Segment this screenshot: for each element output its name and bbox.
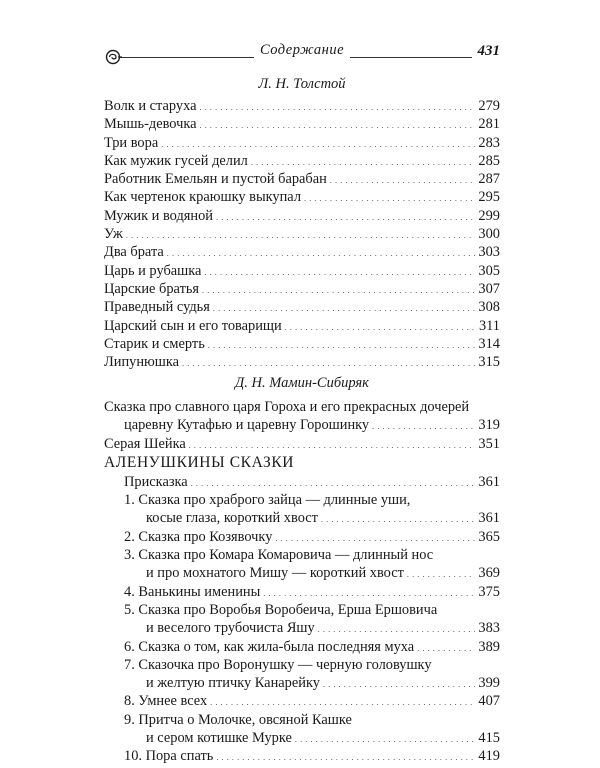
toc-entry — [104, 298, 500, 316]
toc-entry — [104, 280, 500, 298]
dot-leader — [323, 674, 475, 694]
dot-leader — [330, 170, 476, 190]
toc-entry — [104, 115, 500, 133]
dot-leader — [251, 152, 476, 172]
toc-entry — [104, 416, 500, 434]
toc-entry — [104, 207, 500, 225]
toc-entry-title: и веселого трубочиста Яшу — [146, 620, 315, 637]
toc-entry-page: 351 — [478, 435, 500, 452]
dot-leader — [167, 243, 476, 263]
toc-entry-title: Старик и смерть — [104, 335, 205, 352]
dot-leader — [275, 528, 475, 548]
dot-leader — [407, 564, 476, 584]
toc-entry — [104, 134, 500, 152]
toc-entry-line: 3. Сказка про Комара Комаровича — длинный нос — [124, 547, 434, 564]
toc-entry — [104, 674, 500, 692]
toc-entry-title: Царский сын и его товарищи — [104, 317, 282, 334]
toc-entry-page: 287 — [478, 171, 500, 188]
dot-leader — [208, 335, 476, 355]
dot-leader — [200, 97, 476, 117]
toc-entry-title: 4. Ванькины именины — [124, 583, 261, 600]
toc-entry-page: 383 — [478, 620, 500, 637]
toc-entry — [104, 747, 500, 765]
toc-entry — [104, 225, 500, 243]
toc-entry-page: 279 — [478, 98, 500, 114]
toc-entry-line: 1. Сказка про храброго зайца — длинные уши, — [124, 492, 411, 509]
toc-entry — [104, 170, 500, 188]
toc-entry-title: и сером котишке Мурке — [146, 730, 292, 747]
dot-leader — [304, 188, 475, 208]
toc-entry-page: 361 — [478, 510, 500, 527]
toc-entry — [104, 97, 500, 115]
toc-entry — [104, 729, 500, 747]
toc-entry-page: 314 — [478, 335, 500, 352]
toc-entry-title: 2. Сказка про Козявочку — [124, 528, 273, 545]
section-title: АЛЕНУШКИНЫ СКАЗКИ — [104, 453, 295, 471]
author-mamin: Д. Н. Мамин-Сибиряк — [235, 375, 369, 391]
toc-entry-title: Работник Емельян и пустой барабан — [104, 171, 327, 188]
toc-entry-page: 399 — [478, 675, 500, 692]
toc-entry-title: 6. Сказка о том, как жила-была последняя муха — [124, 638, 415, 655]
toc-entry-page: 295 — [478, 189, 500, 206]
toc-entry-line: Сказка про славного царя Гороха и его прекрасных дочерей — [104, 399, 470, 415]
toc-mamin — [104, 398, 500, 766]
page-number: 431 — [472, 43, 501, 60]
toc-entry-page: 365 — [478, 528, 500, 545]
toc-entry-page: 283 — [478, 134, 500, 151]
toc-entry — [104, 638, 500, 656]
toc-entry-page: 305 — [478, 262, 500, 279]
dot-leader — [417, 638, 475, 658]
toc-entry-title: Мышь-девочка — [104, 116, 197, 133]
toc-entry-line: 5. Сказка про Воробья Воробеича, Ерша Ершовича — [124, 601, 438, 618]
toc-entry-page: 300 — [478, 226, 500, 243]
toc-entry-page: 299 — [478, 207, 500, 224]
toc-entry-page: 361 — [478, 473, 500, 490]
toc-entry-title: 10. Пора спать — [124, 748, 214, 765]
toc-entry-page: 303 — [478, 244, 500, 261]
toc-entry — [104, 152, 500, 170]
toc-entry — [104, 317, 500, 335]
toc-entry-page: 389 — [478, 638, 500, 655]
toc-entry-title: Два брата — [104, 244, 164, 261]
toc-entry — [104, 528, 500, 546]
running-header — [104, 44, 500, 68]
toc-entry-page: 285 — [478, 152, 500, 169]
toc-entry-page: 375 — [478, 583, 500, 600]
dot-leader — [182, 353, 475, 373]
toc-entry-page: 281 — [478, 116, 500, 133]
toc-entry-title: Мужик и водяной — [104, 207, 213, 224]
dot-leader — [126, 225, 476, 245]
toc-entry-page: 308 — [478, 299, 500, 316]
dot-leader — [216, 207, 475, 227]
dot-leader — [216, 747, 475, 767]
toc-entry — [104, 509, 500, 527]
toc-entry — [104, 435, 500, 453]
toc-entry-page: 369 — [478, 565, 500, 582]
dot-leader — [372, 416, 475, 436]
toc-entry — [104, 564, 500, 582]
toc-entry — [104, 619, 500, 637]
toc-entry-title: Праведный судья — [104, 299, 210, 316]
toc-entry-title: Царские братья — [104, 280, 200, 297]
dot-leader — [191, 473, 476, 493]
toc-entry-title: и про мохнатого Мишу — короткий хвост — [146, 565, 404, 582]
toc-entry-page: 407 — [478, 693, 500, 710]
dot-leader — [210, 692, 475, 712]
dot-leader — [161, 134, 475, 154]
toc-entry — [104, 243, 500, 261]
toc-entry-title: и желтую птичку Канарейку — [146, 675, 320, 692]
toc-entry-title: Царь и рубашка — [104, 262, 202, 279]
toc-entry-title: 8. Умнее всех — [124, 693, 208, 710]
toc-entry — [104, 335, 500, 353]
toc-entry-title: Три вора — [104, 134, 159, 151]
dot-leader — [202, 280, 475, 300]
dot-leader — [204, 262, 475, 282]
toc-entry-line: 7. Сказочка про Воронушку — черную головушку — [124, 656, 432, 673]
toc-entry — [104, 583, 500, 601]
toc-entry-title: Липунюшка — [104, 354, 180, 371]
toc-entry-page: 415 — [478, 730, 500, 747]
toc-entry-page: 319 — [478, 417, 500, 434]
dot-leader — [263, 583, 475, 603]
toc-entry — [104, 188, 500, 206]
toc-entry-title: Присказка — [124, 473, 188, 490]
header-title: Содержание — [254, 42, 350, 58]
dot-leader — [318, 619, 476, 639]
dot-leader — [321, 509, 475, 529]
dot-leader — [213, 298, 476, 318]
toc-entry-page: 311 — [478, 317, 500, 334]
toc-tolstoy — [104, 97, 500, 371]
author-tolstoy: Л. Н. Толстой — [258, 76, 346, 92]
toc-entry-title: Как чертенок краюшку выкупал — [104, 189, 302, 206]
toc-entry-page: 419 — [478, 748, 500, 765]
toc-entry — [104, 353, 500, 371]
dot-leader — [200, 115, 476, 135]
dot-leader — [189, 435, 476, 455]
dot-leader — [295, 729, 476, 749]
toc-entry-title: Серая Шейка — [104, 435, 186, 452]
toc-entry — [104, 473, 500, 491]
toc-entry-line: 9. Притча о Молочке, овсяной Кашке — [124, 711, 352, 728]
dot-leader — [285, 317, 476, 337]
toc-entry-title: Как мужик гусей делил — [104, 152, 248, 169]
toc-entry-title: косые глаза, короткий хвост — [146, 510, 318, 527]
toc-entry-title: Волк и старуха — [104, 98, 197, 114]
toc-entry-page: 307 — [478, 280, 500, 297]
toc-entry-title: царевну Кутафью и царевну Горошинку — [124, 417, 370, 434]
toc-entry-page: 315 — [478, 354, 500, 371]
toc-entry-title: Уж — [104, 226, 123, 243]
toc-entry — [104, 692, 500, 710]
toc-entry — [104, 262, 500, 280]
